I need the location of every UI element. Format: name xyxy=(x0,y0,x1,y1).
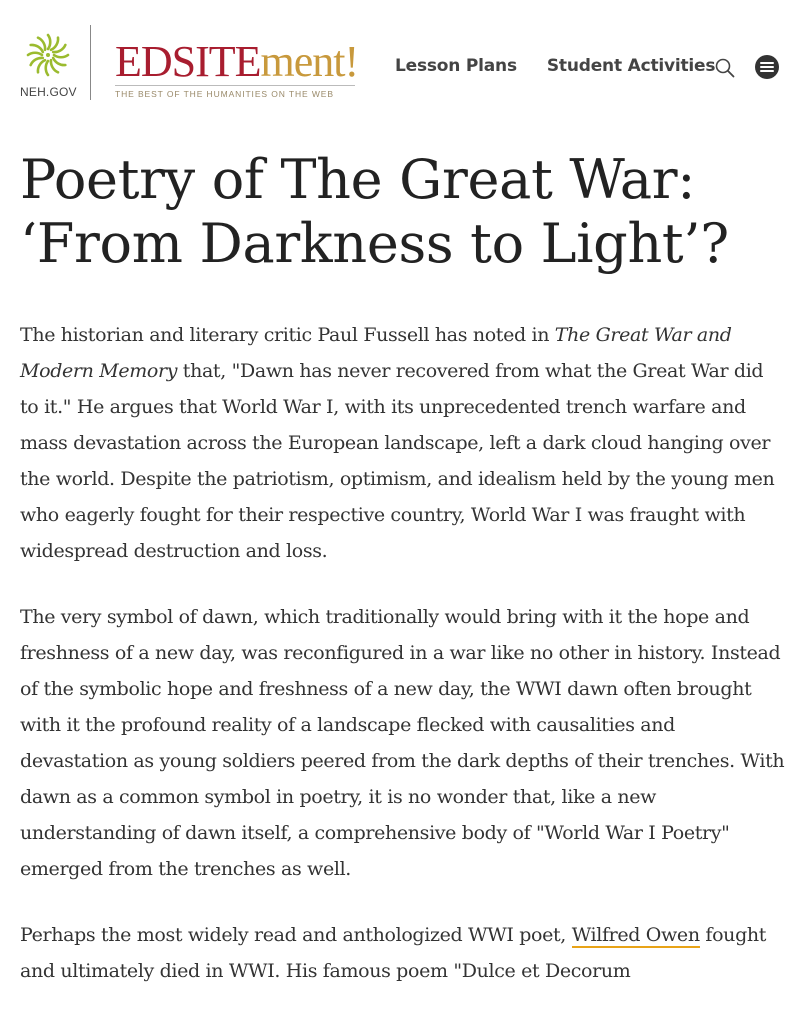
paragraph-1 xyxy=(20,317,785,569)
paragraph-text: that, "Dawn has never recovered from what the Great War did to it." He argues that World War I, with its unprecedented trench warfare and mass devastation across the European landscape, left a dark cloud hanging over the world. Despite the patriotism, optimism, and idealism held by the young men who eagerly fought for their respective country, World War I was fraught with widespread destruction and loss. xyxy=(20,360,775,562)
neh-label: NEH.GOV xyxy=(20,85,77,99)
search-button[interactable] xyxy=(713,56,737,80)
neh-logo-link[interactable] xyxy=(20,33,76,99)
book-title: The Great War and Modern Memory xyxy=(20,324,732,382)
wordmark-edsite: EDSITE xyxy=(115,37,261,86)
paragraph-2: The very symbol of dawn, which traditionally would bring with it the hope and freshness of a new day, was reconfigured in a war like no other in history. Instead of the symbolic hope and freshness of a new day, the WWI dawn often brought with it the profound reality of a landscape flecked with causalities and devastation as young soldiers peered from the dark depths of their trenches. With dawn as a common symbol in poetry, it is no wonder that, like a new understanding of dawn itself, a comprehensive body of "World War I Poetry" emerged from the trenches as well. xyxy=(20,606,785,880)
nav-student-activities[interactable]: Student Activities xyxy=(546,56,716,76)
wordmark-ment: ment! xyxy=(260,37,359,86)
hamburger-menu-icon-bar xyxy=(760,66,774,68)
logo-divider xyxy=(90,25,91,100)
site-header xyxy=(0,0,800,120)
hamburger-menu-button[interactable] xyxy=(755,55,779,79)
hamburger-menu-icon-bar xyxy=(760,70,774,72)
edsitement-wordmark xyxy=(115,37,359,86)
tagline: THE BEST OF THE HUMANITIES ON THE WEB xyxy=(115,89,334,99)
paragraph-text: fought and ultimately died in WWI. His famous poem "Dulce et Decorum xyxy=(20,924,767,982)
search-icon xyxy=(713,56,737,80)
main-nav xyxy=(395,56,715,76)
paragraph-text: The historian and literary critic Paul Fussell has noted in xyxy=(20,324,555,346)
edsitement-logo-link[interactable] xyxy=(115,37,359,99)
article-body xyxy=(20,317,785,1019)
page-title: Poetry of The Great War: ‘From Darkness to Light’? xyxy=(20,148,729,275)
paragraph-text: Perhaps the most widely read and anthologized WWI poet, xyxy=(20,924,572,946)
paragraph-3 xyxy=(20,917,785,989)
hamburger-menu-icon-bar xyxy=(760,62,774,64)
neh-sunburst-icon xyxy=(26,33,70,77)
nav-lesson-plans[interactable]: Lesson Plans xyxy=(395,56,517,76)
wilfred-owen-link[interactable]: Wilfred Owen xyxy=(571,924,700,946)
